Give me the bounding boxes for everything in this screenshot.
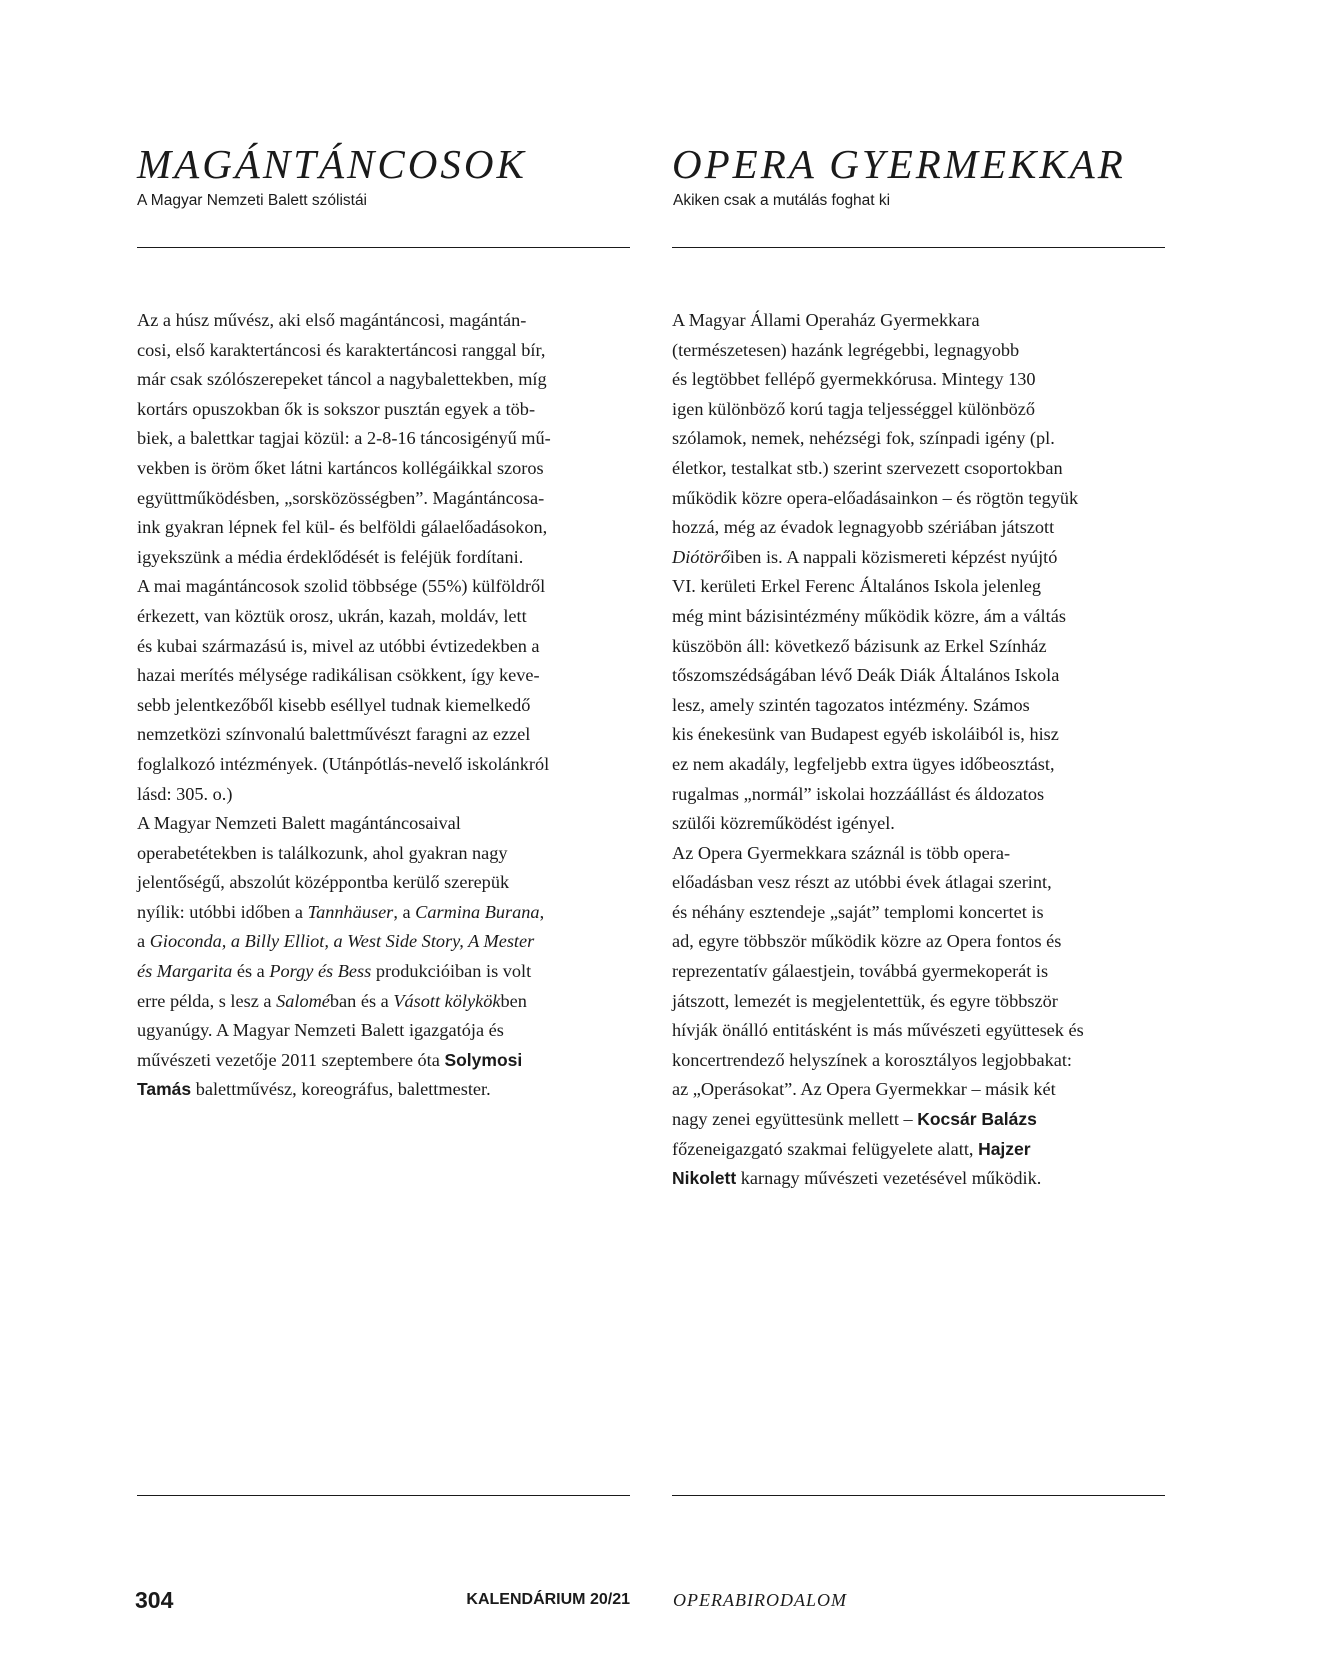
text-run: hazai merítés mélysége radikálisan csökkent, így keve- xyxy=(137,665,540,686)
text-line xyxy=(137,720,551,750)
text-run: és a xyxy=(232,961,270,982)
italic-title: Tannhäuser xyxy=(307,901,394,922)
text-run: operabetétekben is találkozunk, ahol gyakran nagy xyxy=(137,842,508,863)
text-run: A Magyar Nemzeti Balett magántáncosaival xyxy=(137,813,461,834)
text-line xyxy=(672,395,1084,425)
text-run: karnagy művészeti vezetésével működik. xyxy=(736,1168,1042,1189)
text-run: ez nem akadály, legfeljebb extra ügyes időbeosztást, xyxy=(672,753,1055,774)
text-run: nagy zenei együttesünk mellett – xyxy=(672,1109,918,1130)
section-name: OPERABIRODALOM xyxy=(673,1590,847,1610)
text-line xyxy=(137,868,551,898)
text-run: ben xyxy=(500,990,527,1011)
text-run: hozzá, még az évadok legnagyobb szériában játszott xyxy=(672,517,1055,538)
text-run: , a xyxy=(393,901,416,922)
text-run: ugyanúgy. A Magyar Nemzeti Balett igazgatója és xyxy=(137,1020,504,1041)
text-line xyxy=(672,1016,1084,1046)
text-line xyxy=(137,691,551,721)
italic-title: Gioconda, a Billy Elliot, a West Side Story, A Mester xyxy=(149,931,535,952)
bold-name: Hajzer xyxy=(978,1138,1031,1159)
text-run: és néhány esztendeje „saját” templomi koncertet is xyxy=(672,901,1044,922)
text-line xyxy=(672,720,1084,750)
text-line xyxy=(672,780,1084,810)
text-line xyxy=(137,809,551,839)
text-run: foglalkozó intézmények. (Utánpótlás-nevelő iskolánkról xyxy=(137,753,550,774)
text-line xyxy=(672,987,1084,1017)
italic-title: Vásott kölykök xyxy=(393,990,501,1011)
text-line xyxy=(137,395,551,425)
text-run: nemzetközi színvonalú balettművészt faragni az ezzel xyxy=(137,724,531,745)
text-line xyxy=(672,336,1084,366)
text-run: hívják önálló entitásként is más művészeti együttesek és xyxy=(672,1020,1084,1041)
text-run: biek, a balettkar tagjai közül: a 2-8-16 táncosigényű mű- xyxy=(137,428,551,449)
text-run: reprezentatív gálaestjein, továbbá gyermekoperát is xyxy=(672,961,1049,982)
text-line xyxy=(137,780,551,810)
text-run: kis énekesünk van Budapest egyéb iskoláiból is, hisz xyxy=(672,724,1059,745)
text-run: cosi, első karaktertáncosi és karaktertáncosi ranggal bír, xyxy=(137,339,546,360)
text-run: jelentőségű, abszolút középpontba kerülő szerepük xyxy=(137,872,510,893)
right-bottom-divider xyxy=(672,1495,1165,1496)
text-line xyxy=(137,1075,551,1105)
text-run: rugalmas „normál” iskolai hozzáállást és áldozatos xyxy=(672,783,1045,804)
italic-title: Salomé xyxy=(276,990,330,1011)
text-line xyxy=(137,572,551,602)
text-line xyxy=(137,365,551,395)
text-line xyxy=(672,927,1084,957)
text-line xyxy=(137,632,551,662)
text-run: és legtöbbet fellépő gyermekkórusa. Mintegy 130 xyxy=(672,369,1036,390)
text-line xyxy=(137,927,551,957)
text-run: együttműködésben, „sorsközösségben”. Magántáncosa- xyxy=(137,487,545,508)
left-section-title: MAGÁNTÁNCOSOK xyxy=(137,141,527,187)
text-line xyxy=(137,839,551,869)
text-line xyxy=(137,1016,551,1046)
text-line xyxy=(137,484,551,514)
text-run: balettművész, koreográfus, balettmester. xyxy=(191,1079,491,1100)
text-line xyxy=(672,454,1084,484)
left-top-divider xyxy=(137,247,630,248)
text-run: nyílik: utóbbi időben a xyxy=(137,901,308,922)
text-line xyxy=(137,454,551,484)
text-line xyxy=(137,602,551,632)
text-line xyxy=(137,513,551,543)
text-line xyxy=(672,365,1084,395)
text-run: a xyxy=(137,931,150,952)
italic-title: és Margarita xyxy=(137,961,233,982)
text-run: Az Opera Gyermekkara száznál is több opera- xyxy=(672,842,1011,863)
text-run: VI. kerületi Erkel Ferenc Általános Iskola jelenleg xyxy=(672,576,1042,597)
text-line xyxy=(672,306,1084,336)
text-run: még mint bázisintézmény működik közre, ám a váltás xyxy=(672,605,1066,626)
text-line xyxy=(672,868,1084,898)
italic-title: Diótörő xyxy=(672,546,730,567)
text-line xyxy=(672,898,1084,928)
text-run: , xyxy=(539,901,545,922)
text-run: A Magyar Állami Operaház Gyermekkara xyxy=(672,310,980,330)
text-line xyxy=(672,484,1084,514)
text-line xyxy=(672,602,1084,632)
text-line xyxy=(672,750,1084,780)
text-line xyxy=(672,809,1084,839)
text-run: szólamok, nemek, nehézségi fok, színpadi igény (pl. xyxy=(672,428,1055,449)
text-line xyxy=(137,750,551,780)
text-line xyxy=(137,1046,551,1076)
text-line xyxy=(672,691,1084,721)
text-run: A mai magántáncosok szolid többsége (55%) külföldről xyxy=(137,576,546,597)
text-run: főzeneigazgató szakmai felügyelete alatt, xyxy=(672,1138,979,1159)
text-run: sebb jelentkezőből kisebb eséllyel tudnak kiemelkedő xyxy=(137,694,531,715)
text-line xyxy=(137,336,551,366)
text-line xyxy=(672,1075,1084,1105)
text-run: vekben is öröm őket látni kartáncos kollégáikkal szoros xyxy=(137,457,544,478)
left-body-text xyxy=(137,306,551,1105)
text-run: előadásban vesz részt az utóbbi évek átlagai szerint, xyxy=(672,872,1052,893)
left-section-subtitle: A Magyar Nemzeti Balett szólistái xyxy=(137,192,368,209)
text-line xyxy=(672,1105,1084,1135)
text-run: működik közre opera-előadásainkon – és rögtön tegyük xyxy=(672,487,1079,508)
text-line xyxy=(137,957,551,987)
text-run: az „Operásokat”. Az Opera Gyermekkar – másik két xyxy=(672,1079,1056,1100)
text-run: lásd: 305. o.) xyxy=(137,783,233,804)
text-run: és kubai származású is, mivel az utóbbi évtizedekben a xyxy=(137,635,540,656)
text-run: művészeti vezetője 2011 szeptembere óta xyxy=(137,1049,445,1070)
italic-title: Carmina Burana xyxy=(415,901,540,922)
text-run: kortárs opuszokban ők is sokszor pusztán egyek a töb- xyxy=(137,398,536,419)
bold-name: Kocsár Balázs xyxy=(917,1109,1037,1130)
text-line xyxy=(672,572,1084,602)
italic-title: Porgy és Bess xyxy=(269,961,372,982)
text-line xyxy=(137,987,551,1017)
text-run: ban és a xyxy=(329,990,394,1011)
text-line xyxy=(137,543,551,573)
text-run: már csak szólószerepeket táncol a nagybalettekben, míg xyxy=(137,369,547,390)
text-line xyxy=(672,632,1084,662)
bold-name: Nikolett xyxy=(672,1168,737,1189)
text-run: erre példa, s lesz a xyxy=(137,990,277,1011)
publication-name: KALENDÁRIUM 20/21 xyxy=(466,1591,630,1608)
text-run: tőszomszédságában lévő Deák Diák Általános Iskola xyxy=(672,665,1060,686)
text-line xyxy=(137,306,551,336)
left-bottom-divider xyxy=(137,1495,630,1496)
text-line xyxy=(672,424,1084,454)
text-line xyxy=(672,1135,1084,1165)
text-line xyxy=(137,898,551,928)
text-line xyxy=(672,839,1084,869)
text-run: ad, egyre többször működik közre az Opera fontos és xyxy=(672,931,1062,952)
text-run: igyekszünk a média érdeklődését is feléjük fordítani. xyxy=(137,546,524,567)
text-line xyxy=(672,1164,1084,1194)
text-line xyxy=(672,513,1084,543)
text-line xyxy=(672,543,1084,573)
text-run: életkor, testalkat stb.) szerint szervezett csoportokban xyxy=(672,457,1063,478)
text-line xyxy=(137,424,551,454)
text-run: iben is. A nappali közismereti képzést nyújtó xyxy=(729,546,1058,567)
right-body-text xyxy=(672,306,1084,1194)
page-number: 304 xyxy=(135,1587,174,1613)
text-line xyxy=(137,661,551,691)
text-run: küszöbön áll: következő bázisunk az Erkel Színház xyxy=(672,635,1047,656)
text-run: (természetesen) hazánk legrégebbi, legnagyobb xyxy=(672,339,1020,360)
text-run: lesz, amely szintén tagozatos intézmény. Számos xyxy=(672,694,1030,715)
bold-name: Solymosi xyxy=(444,1049,523,1070)
text-line xyxy=(672,957,1084,987)
text-run: játszott, lemezét is megjelentettük, és egyre többször xyxy=(672,990,1058,1011)
text-run: érkezett, van köztük orosz, ukrán, kazah, moldáv, lett xyxy=(137,605,527,626)
text-run: Az a húsz művész, aki első magántáncosi, magántán- xyxy=(137,310,527,330)
right-top-divider xyxy=(672,247,1165,248)
bold-name: Tamás xyxy=(137,1079,192,1100)
right-section-title: OPERA GYERMEKKAR xyxy=(672,141,1126,187)
text-run: koncertrendező helyszínek a korosztályos legjobbakat: xyxy=(672,1049,1073,1070)
right-section-subtitle: Akiken csak a mutálás foghat ki xyxy=(673,192,891,209)
text-run: szülői közreműködést igényel. xyxy=(672,813,895,834)
text-line xyxy=(672,661,1084,691)
text-run: igen különböző korú tagja teljességgel különböző xyxy=(672,398,1036,419)
text-run: produkcióiban is volt xyxy=(371,961,532,982)
text-line xyxy=(672,1046,1084,1076)
text-run: ink gyakran lépnek fel kül- és belföldi gálaelőadásokon, xyxy=(137,517,548,538)
